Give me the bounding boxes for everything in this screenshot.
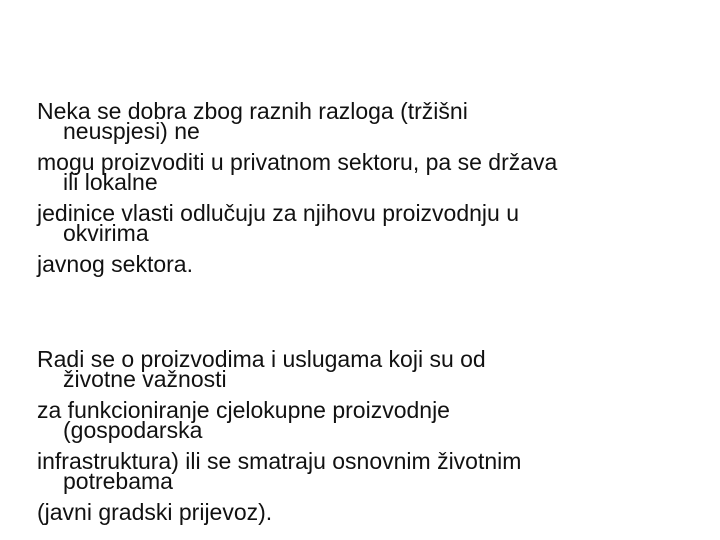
text-line: (gospodarska [63,417,203,443]
text-line: okvirima [63,220,149,246]
text-line: (javni gradski prijevoz). [37,499,273,525]
text-line: životne važnosti [63,366,227,392]
text-line: neuspjesi) ne [63,118,200,144]
paragraph-public-goods [37,96,707,280]
text-line: jedinice vlasti odlučuju za njihovu proizvodnju u [37,200,520,226]
text-line: potrebama [63,468,173,494]
text-line: Neka se dobra zbog raznih razloga (tržišni [37,98,468,124]
paragraph-essential-services [37,344,707,528]
text-line: javnog sektora. [37,251,193,277]
text-line: infrastruktura) ili se smatraju osnovnim životnim [37,448,522,474]
text-line: Radi se o proizvodima i uslugama koji su od [37,346,486,372]
text-line: za funkcioniranje cjelokupne proizvodnje [37,397,450,423]
text-line: ili lokalne [63,169,158,195]
text-line: mogu proizvoditi u privatnom sektoru, pa se država [37,149,558,175]
